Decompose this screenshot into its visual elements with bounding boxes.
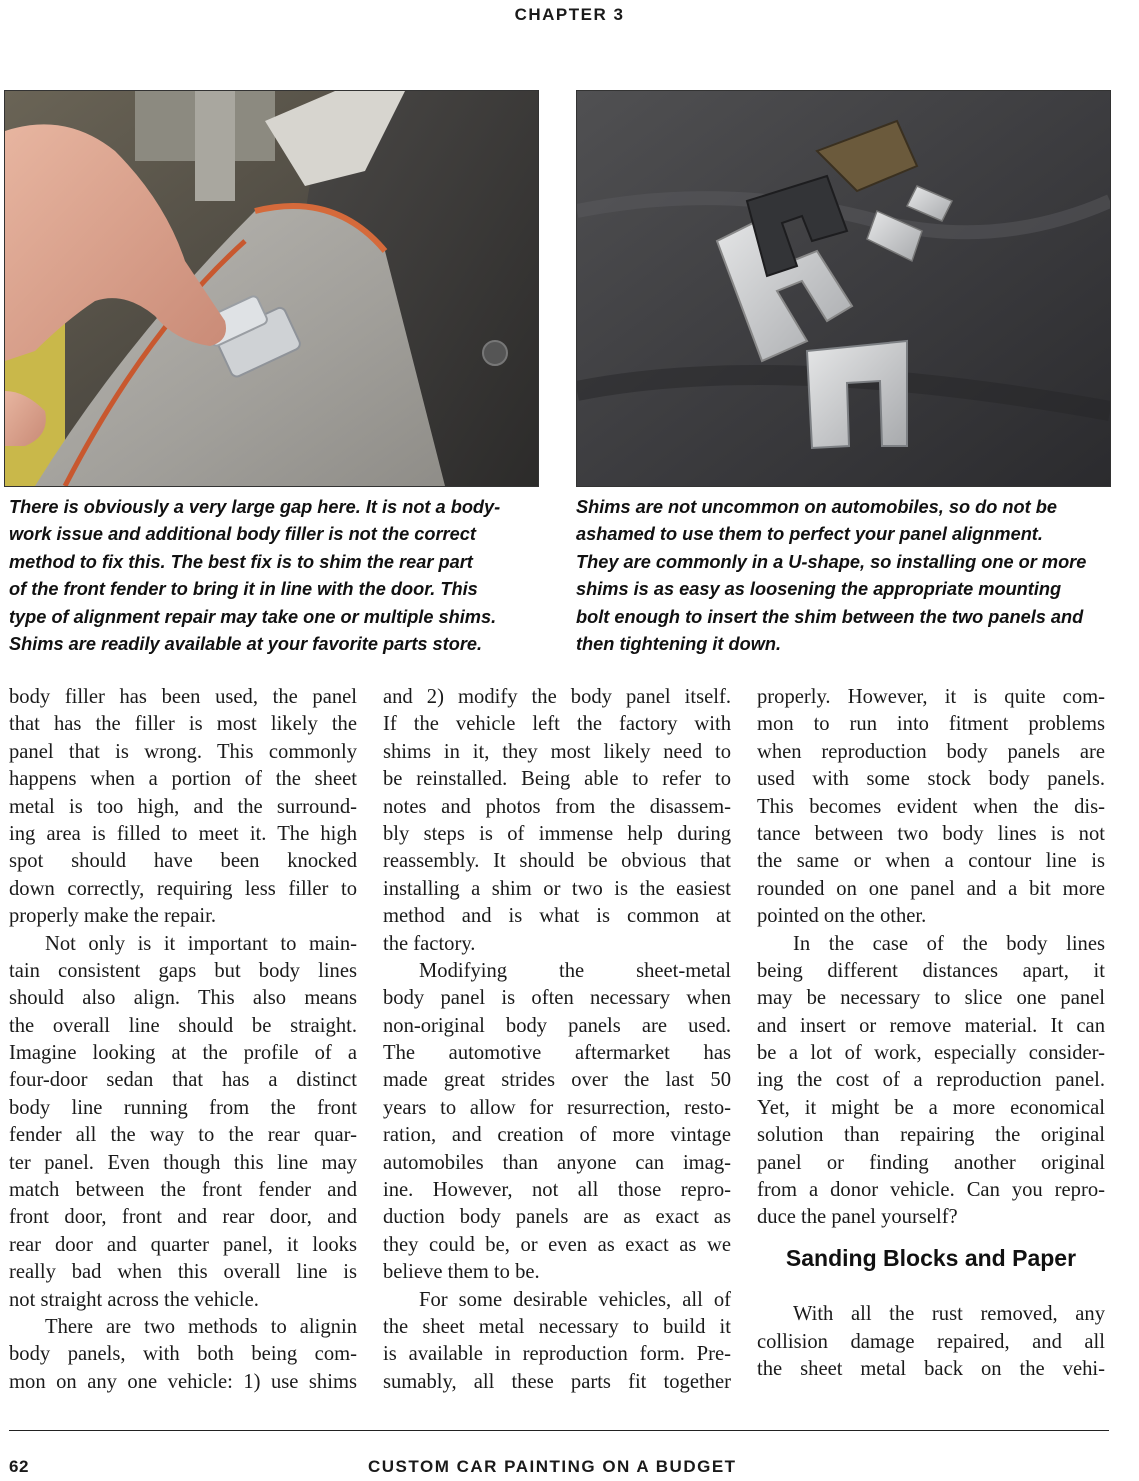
body-text-line: they could be, or even as exact as we [383, 1233, 731, 1256]
body-text-line: is available in reproduction form. Pre- [383, 1343, 731, 1366]
body-text-line: method and is what is common at [383, 905, 731, 928]
caption-line: of the front fender to bring it in line with the door. This [9, 579, 478, 600]
photo-fender-shim [4, 90, 539, 487]
section-heading: Sanding Blocks and Paper [785, 1244, 1077, 1271]
body-text-line: tain consistent gaps but body lines [9, 959, 357, 982]
body-text-line: ing area is filled to meet it. The high [9, 822, 357, 845]
body-text-line: This becomes evident when the dis- [757, 795, 1105, 818]
caption-line: type of alignment repair may take one or multiple shims. [9, 606, 497, 627]
body-text-line: spot should have been knocked [9, 850, 357, 873]
body-text-line: rounded on one panel and a bit more [757, 877, 1105, 900]
body-text-line: properly make the repair. [9, 905, 216, 928]
body-text-line: fender all the way to the rear quar- [9, 1124, 357, 1147]
body-text-line: bly steps is of immense help during [383, 822, 731, 845]
photo-u-shims-image [577, 91, 1110, 486]
body-text-line: duction body panels are as exact as [383, 1206, 731, 1229]
body-text-line: In the case of the body lines [793, 932, 1105, 955]
body-text-line: body filler has been used, the panel [9, 686, 357, 708]
body-text-line: years to allow for resurrection, resto- [383, 1096, 731, 1119]
body-text-line: ine. However, not all those repro- [383, 1179, 731, 1202]
page-number: 62 [9, 1457, 29, 1476]
body-text-line: ing the cost of a reproduction panel. [757, 1069, 1105, 1092]
body-text-line: non-original body panels are used. [383, 1014, 731, 1037]
body-text-line: duce the panel yourself? [757, 1206, 958, 1229]
body-text-line: pointed on the other. [757, 905, 927, 928]
body-text-line: For some desirable vehicles, all of [419, 1288, 731, 1311]
body-text-line: installing a shim or two is the easiest [383, 877, 731, 900]
figure-caption-right [576, 494, 1116, 658]
body-text-line: properly. However, it is quite com- [757, 686, 1105, 708]
caption-line: work issue and additional body filler is not the correct [9, 524, 476, 545]
figure-caption-left [9, 494, 529, 658]
body-text-line: rear door and quarter panel, it looks [9, 1233, 357, 1256]
body-text-line: match between the front fender and [9, 1179, 357, 1202]
body-text-line: panel that is wrong. This commonly [9, 740, 357, 763]
body-text-line: not straight across the vehicle. [9, 1288, 259, 1311]
body-text-line: should also align. This also means [9, 987, 357, 1010]
body-text-line: four-door sedan that has a distinct [9, 1069, 357, 1092]
body-text-line: metal is too high, and the surround- [9, 795, 357, 818]
body-text-line: solution than repairing the original [757, 1124, 1105, 1147]
body-text-line: down correctly, requiring less filler to [9, 877, 357, 900]
body-text-line: the sheet metal necessary to build it [383, 1315, 731, 1338]
body-text-line: sumably, all these parts fit together [383, 1370, 731, 1393]
body-text-line: automobiles than anyone can imag- [383, 1151, 731, 1174]
body-text-line: may be necessary to slice one panel [757, 987, 1105, 1010]
caption-line: method to fix this. The best fix is to shim the rear part [9, 551, 473, 572]
body-text-line: from a donor vehicle. Can you repro- [757, 1179, 1105, 1202]
body-text-line: when reproduction body panels are [757, 740, 1105, 763]
body-text-line: There are two methods to alignin [45, 1315, 357, 1338]
body-text-line: body panel is often necessary when [383, 987, 731, 1010]
body-text-line: ter panel. Even though this line may [9, 1151, 357, 1174]
body-text-line: mon to run into fitment problems [757, 713, 1105, 736]
caption-line: Shims are not uncommon on automobiles, so do not be [576, 497, 1057, 517]
body-text-line: happens when a portion of the sheet [9, 768, 357, 791]
body-text-line: ration, and creation of more vintage [383, 1124, 731, 1147]
body-text-line: the overall line should be straight. [9, 1014, 357, 1037]
body-text-line: the factory. [383, 932, 476, 955]
body-text-line: collision damage repaired, and all [757, 1330, 1105, 1353]
body-text-line: shims in it, they most likely need to [383, 740, 731, 763]
body-text-line: Imagine looking at the profile of a [9, 1042, 357, 1065]
body-text-line: used with some stock body panels. [757, 768, 1105, 791]
caption-line: Shims are readily available at your favorite parts store. [9, 634, 483, 655]
body-column-1 [9, 684, 357, 1396]
body-text-line: front door, front and rear door, and [9, 1206, 357, 1229]
body-text-line: The automotive aftermarket has [383, 1042, 731, 1065]
body-column-3 [757, 684, 1105, 1383]
book-title: CUSTOM CAR PAINTING ON A BUDGET [368, 1457, 737, 1476]
body-text-line: and insert or remove material. It can [757, 1014, 1105, 1037]
body-text-line: Yet, it might be a more economical [757, 1096, 1105, 1119]
photo-fender-shim-image [5, 91, 538, 486]
body-text-line: and 2) modify the body panel itself. [383, 686, 731, 708]
footer-rule [9, 1430, 1109, 1431]
body-text-line: being different distances apart, it [757, 959, 1105, 982]
caption-line: bolt enough to insert the shim between the two panels and [576, 606, 1084, 627]
body-text-line: Modifying the sheet-metal [419, 959, 731, 982]
body-text-line: be reinstalled. Being able to refer to [383, 768, 731, 791]
caption-line: There is obviously a very large gap here. It is not a body- [9, 497, 501, 517]
body-text-line: believe them to be. [383, 1261, 540, 1284]
body-text-line: the sheet metal back on the vehi- [757, 1358, 1105, 1380]
caption-line: ashamed to use them to perfect your panel alignment. [576, 524, 1043, 545]
body-text-line: With all the rust removed, any [793, 1303, 1105, 1326]
body-text-line: If the vehicle left the factory with [383, 713, 731, 736]
body-text-line: reassembly. It should be obvious that [383, 850, 731, 873]
caption-line: They are commonly in a U-shape, so installing one or more [576, 551, 1087, 572]
body-text-line: that has the filler is most likely the [9, 713, 357, 736]
body-text-line: Not only is it important to main- [45, 932, 357, 955]
body-text-line: body line running from the front [9, 1096, 357, 1119]
body-column-2 [383, 684, 731, 1396]
running-head-chapter: CHAPTER 3 [514, 5, 625, 24]
body-text-line: made great strides over the last 50 [383, 1069, 731, 1092]
body-text-line: the same or when a contour line is [757, 850, 1105, 873]
body-text-line: tance between two body lines is not [757, 822, 1105, 845]
caption-line: shims is as easy as loosening the appropriate mounting [576, 579, 1062, 600]
caption-line: then tightening it down. [576, 634, 782, 655]
body-text-line: notes and photos from the disassem- [383, 795, 731, 818]
body-text-line: mon on any one vehicle: 1) use shims [9, 1370, 357, 1393]
photo-u-shims [576, 90, 1111, 487]
body-text-line: body panels, with both being com- [9, 1343, 357, 1366]
body-text-line: really bad when this overall line is [9, 1261, 357, 1284]
body-text-line: panel or finding another original [757, 1151, 1105, 1174]
body-text-line: be a lot of work, especially consider- [757, 1042, 1105, 1065]
